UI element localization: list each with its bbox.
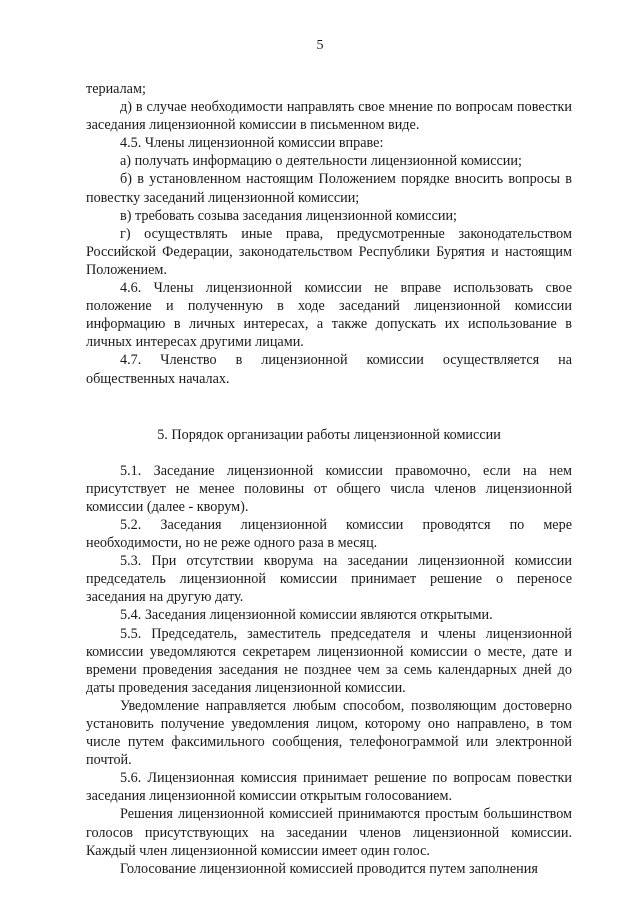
- document-body: [86, 80, 572, 878]
- paragraph-4-4-d: д) в случае необходимости направлять свое мнение по вопросам повестки заседания лицензионной комиссии в письменном виде.: [86, 99, 572, 134]
- section-heading: 5. Порядок организации работы лицензионной комиссии: [157, 426, 501, 443]
- paragraph-continuation: териалам;: [86, 81, 146, 97]
- paragraph-5-3: 5.3. При отсутствии кворума на заседании лицензионной комиссии председатель лицензионной комиссии принимает решение о переносе заседания на другую дату.: [86, 553, 572, 606]
- paragraph-4-6: 4.6. Члены лицензионной комиссии не вправе использовать свое положение и полученную в ходе заседаний лицензионной комиссии информацию в личных интересах, а также допускать их использование в личных интересах другими лицами.: [86, 280, 572, 351]
- paragraph-5-4: 5.4. Заседания лицензионной комиссии являются открытыми.: [120, 607, 493, 624]
- paragraph-4-5-v: в) требовать созыва заседания лицензионной комиссии;: [120, 207, 457, 224]
- paragraph-4-7: 4.7. Членство в лицензионной комиссии осуществляется на общественных началах.: [86, 352, 572, 387]
- paragraph-4-5-g: г) осуществлять иные права, предусмотренные законодательством Российской Федерации, законодательством Республики Бурятия и настоящим Положением.: [86, 225, 572, 278]
- paragraph-5-5: 5.5. Председатель, заместитель председателя и члены лицензионной комиссии уведомляются секретарем лицензионной комиссии о месте, дате и времени проведения заседания не позднее чем за семь календарных дней до даты проведения заседания лицензионной комиссии.: [86, 625, 572, 696]
- paragraph-decisions: Решения лицензионной комиссией принимаются простым большинством голосов присутствующих на заседании членов лицензионной комиссии. Каждый член лицензионной комиссии имеет один голос.: [86, 806, 572, 859]
- paragraph-4-5-a: а) получать информацию о деятельности лицензионной комиссии;: [120, 153, 522, 170]
- page-number: 5: [316, 38, 324, 53]
- paragraph-4-5-b: б) в установленном настоящим Положением порядке вносить вопросы в повестку заседаний лицензионной комиссии;: [86, 171, 572, 206]
- paragraph-5-6: 5.6. Лицензионная комиссия принимает решение по вопросам повестки заседания лицензионной комиссии открытым голосованием.: [86, 770, 572, 805]
- paragraph-4-5: 4.5. Члены лицензионной комиссии вправе:: [120, 135, 384, 152]
- paragraph-voting: Голосование лицензионной комиссией проводится путем заполнения: [120, 860, 538, 877]
- paragraph-5-1: 5.1. Заседание лицензионной комиссии правомочно, если на нем присутствует не менее половины от общего числа членов лицензионной комиссии (далее - кворум).: [86, 462, 572, 515]
- spacer: [86, 444, 572, 462]
- paragraph-notification: Уведомление направляется любым способом, позволяющим достоверно установить получение уведомления лицом, которому оно направлено, в том числе путем факсимильного сообщения, телефонограммой или электронной почтой.: [86, 697, 572, 769]
- paragraph-5-2: 5.2. Заседания лицензионной комиссии проводятся по мере необходимости, но не реже одного раза в месяц.: [86, 516, 572, 552]
- spacer: [86, 388, 572, 426]
